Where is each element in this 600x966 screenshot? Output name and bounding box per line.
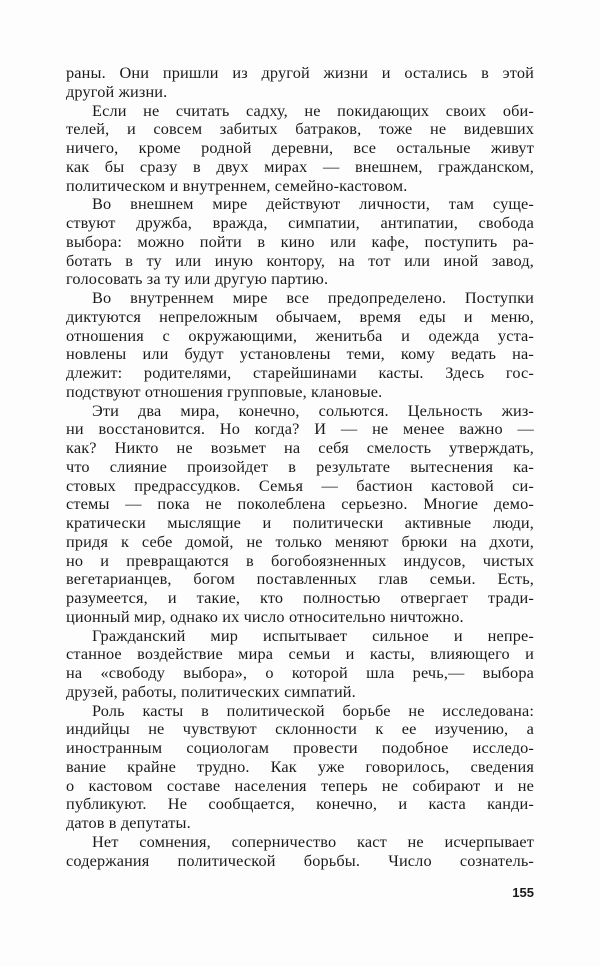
- paragraph: [66, 402, 534, 627]
- text-line: политическом и внутреннем, семейно-кастовом.: [66, 175, 408, 195]
- text-line: кратически мыслящие и политически активные люди,: [66, 513, 534, 532]
- text-line: длежит: родителями, старейшинами касты. Здесь гос-: [66, 363, 534, 382]
- text-line: ни восстановится. Но когда? И — не менее важно —: [66, 419, 534, 439]
- text-line: новлены или будут установлены теми, кому ведать на-: [66, 344, 534, 364]
- paragraph: [66, 195, 534, 289]
- text-line: станное воздействие мира семьи и касты, влияющего и: [66, 644, 534, 664]
- text-line: диктуются непреложным обычаем, время еды и меню,: [66, 306, 534, 326]
- text-line: на «свободу выбора», о которой шла речь,— выбора: [66, 663, 534, 682]
- text-line: Нет сомнения, соперничество каст не исчерпывает: [92, 831, 534, 851]
- text-line: Во внутреннем мире все предопределено. Поступки: [92, 288, 534, 307]
- text-line: как? Никто не возьмет на себя смелость утверждать,: [66, 438, 534, 457]
- text-line: содержания политической борьбы. Число сознатель-: [66, 850, 534, 870]
- paragraph: [66, 702, 534, 833]
- text-line: индийцы не чувствуют склонности к ее изучению, а: [66, 719, 534, 739]
- text-line: друзей, работы, политических симпатий.: [66, 681, 356, 701]
- text-line: стовых предрассудков. Семья — бастион кастовой си-: [66, 475, 534, 495]
- text-line: отношения с окружающими, женитьба и одежда уста-: [66, 325, 534, 345]
- text-line: о кастовом составе населения теперь не собирают и не: [66, 775, 534, 795]
- text-line: но и превращаются в богобоязненных индусов, чистых: [66, 550, 534, 570]
- text-line: вание крайне трудно. Как уже говорилось, сведения: [66, 756, 534, 776]
- text-line: Эти два мира, конечно, сольются. Цельность жиз-: [92, 400, 534, 420]
- text-line: Если не считать садху, не покидающих своих оби-: [92, 100, 534, 120]
- text-line: телей, и совсем забитых батраков, тоже не видевших: [66, 119, 534, 139]
- paragraph: [66, 289, 534, 402]
- paragraph: [66, 102, 534, 196]
- text-line: ционный мир, однако их число относительно ничтожно.: [66, 606, 464, 626]
- text-line: Гражданский мир испытывает сильное и непре-: [92, 625, 534, 645]
- text-line: вегетарианцев, богом поставленных глав семьи. Есть,: [66, 569, 534, 589]
- text-line: разумеется, и такие, кто полностью отвергает тради-: [66, 588, 534, 607]
- text-line: ствуют дружба, вражда, симпатии, антипатии, свобода: [66, 213, 534, 232]
- paragraph: [66, 64, 534, 102]
- page-body-text: [66, 64, 534, 870]
- page-number: 155: [512, 885, 534, 900]
- text-line: датов в депутаты.: [66, 813, 191, 832]
- text-line: придя к себе домой, не только меняют брюки на дхоти,: [66, 531, 534, 551]
- text-line: стемы — пока не поколеблена серьезно. Многие демо-: [66, 494, 534, 514]
- text-line: выбора: можно пойти в кино или кафе, поступить ра-: [66, 231, 534, 251]
- text-line: Роль касты в политической борьбе не исследована:: [92, 700, 534, 720]
- text-line: иностранным социологам провести подобное исследо-: [66, 738, 534, 757]
- text-line: что слияние произойдет в результате вытеснения ка-: [66, 456, 534, 476]
- paragraph: [66, 627, 534, 702]
- text-line: подствуют отношения групповые, клановые.: [66, 381, 383, 401]
- text-line: Во внешнем мире действуют личности, там суще-: [92, 194, 534, 214]
- text-line: другой жизни.: [66, 81, 168, 101]
- text-line: как бы сразу в двух мирах — внешнем, гражданском,: [66, 156, 534, 176]
- text-line: ботать в ту или иную контору, на тот или иной завод,: [66, 250, 534, 270]
- text-line: публикуют. Не сообщается, конечно, и каста канди-: [66, 794, 534, 814]
- text-line: раны. Они пришли из другой жизни и остались в этой: [66, 63, 534, 82]
- paragraph: [66, 833, 534, 871]
- text-line: ничего, кроме родной деревни, все остальные живут: [66, 138, 534, 157]
- text-line: голосовать за ту или другую партию.: [66, 269, 329, 289]
